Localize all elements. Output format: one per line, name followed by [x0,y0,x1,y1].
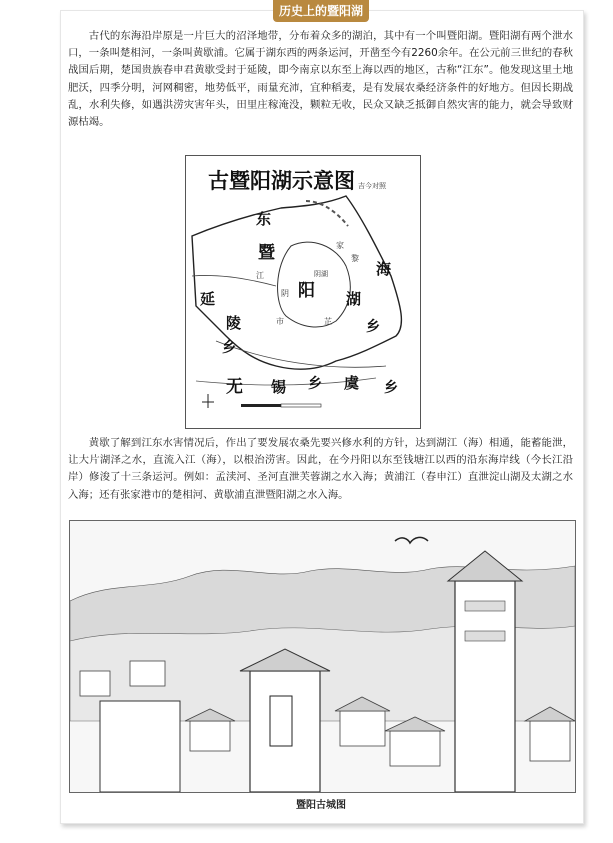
map-label-xiang-4: 乡 [384,380,398,396]
paragraph-1: 古代的东海沿岸原是一片巨大的沼泽地带，分布着众多的湖泊，其中有一个叫暨阳湖。暨阳湖有两个泄水口，一条叫楚相河，一条叫黄歇浦。它属于湖东西的两条运河，开凿至今有2260余年。在公元前三世纪的春秋战国后期，楚国贵族春申君黄歇受封于延陵，即今南京以东至上海以西的地区，古称“江东”。他发现这里土地肥沃，四季分明，河网稠密，地势低平，雨量充沛，宜种稻麦，是有发展农桑经济条件的好地方。但因长期战乱，水利失修，如遇洪涝灾害年头，田里庄稼淹没，颗粒无收，民众又缺乏抵御自然灾害的能力，就会导致财源枯竭。 [68,30,573,129]
map-label-li: 黎 [351,254,359,263]
map-label-ji: 暨 [258,243,275,263]
map-label-xiang-3: 乡 [308,376,322,392]
map-label-jia: 家 [336,241,344,250]
map-label-wu: 无 [226,377,243,397]
map-label-ling: 陵 [226,314,242,332]
map-label-xiang-2: 乡 [366,319,380,335]
map-label-hai: 海 [376,260,392,278]
map-figure [185,155,421,429]
map-label-xi: 锡 [271,378,287,396]
city-illustration [69,520,576,793]
map-label-zhi: 芷 [324,317,332,326]
figure-caption: 暨阳古城图 [296,800,346,811]
map-label-yan: 延 [200,290,216,308]
map-subtitle: 吉今对照 [358,182,386,190]
section-tag: 历史上的暨阳湖 [273,0,369,22]
map-label-hu: 湖 [346,290,362,308]
map-label-shi: 市 [276,317,284,326]
map-label-xiang-1: 乡 [222,340,236,356]
map-label-dong: 东 [256,210,272,228]
map-label-yang: 阳 [298,281,315,301]
map-label-yin: 阴 [281,289,289,298]
paragraph-2: 黄歇了解到江东水害情况后，作出了要发展农桑先要兴修水利的方针，达到湖江（海）相通，能蓄能泄，让大片湖泽之水，直流入江（海），以根治涝害。因此，在今丹阳以东至钱塘江以西的沿东海岸线（今长江沿岸）修浚了十三条运河。例如：孟渎河、圣河直泄芙蓉湖之水入海；黄浦江（春申江）直泄淀山湖及太湖之水入海；还有张家港市的楚相河、黄歇浦直泄暨阳湖之水入海。 [68,437,573,501]
map-drawing [186,156,420,428]
city-drawing [70,521,575,792]
map-title: 古暨阳湖示意图 [208,168,355,193]
map-label-jiang: 江 [256,271,264,280]
map-label-yinhu: 阴湖 [314,270,328,278]
map-label-yu: 虞 [344,374,360,392]
